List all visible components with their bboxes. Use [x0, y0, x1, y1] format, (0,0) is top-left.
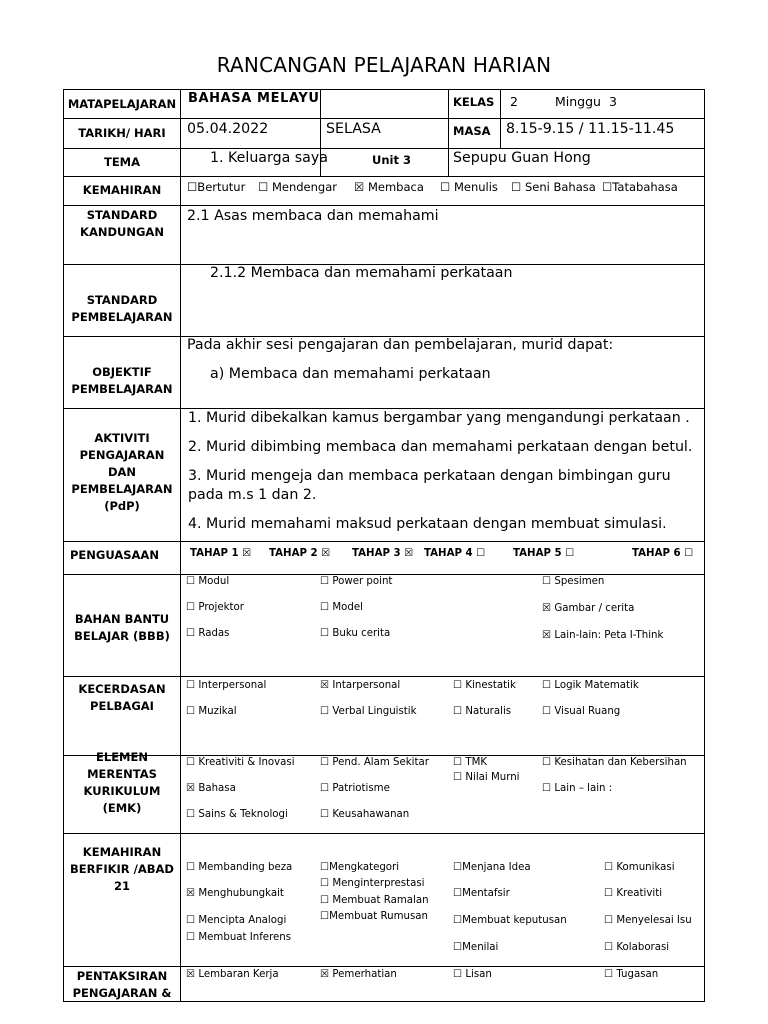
column-divider: [448, 90, 449, 176]
thinking-checkbox[interactable]: ☐ Menginterprestasi: [320, 878, 425, 889]
aid-checkbox[interactable]: ☐ Modul: [186, 576, 230, 587]
thinking-checkbox[interactable]: ☐Membuat keputusan: [453, 915, 567, 926]
assessment-checkbox[interactable]: ☒ Lembaran Kerja: [186, 969, 279, 980]
emk-checkbox[interactable]: ☐ Keusahawanan: [320, 809, 410, 820]
skill-checkbox[interactable]: ☐Bertutur: [187, 180, 246, 194]
column-divider: [180, 90, 181, 1001]
emk-checkbox[interactable]: ☒ Bahasa: [186, 783, 236, 794]
content-standard-value: 2.1 Asas membaca dan memahami: [187, 208, 439, 224]
day-value: SELASA: [326, 121, 381, 137]
mastery-level[interactable]: TAHAP 5 ☐: [513, 548, 575, 559]
thinking-skills-label: KEMAHIRAN BERFIKIR /ABAD 21: [70, 844, 174, 893]
thinking-checkbox[interactable]: ☐ Komunikasi: [604, 862, 675, 873]
skills-label: KEMAHIRAN: [82, 183, 162, 197]
unit-value: Sepupu Guan Hong: [453, 150, 591, 166]
row-divider: [64, 408, 704, 409]
emk-checkbox[interactable]: ☐ Kreativiti & Inovasi: [186, 757, 295, 768]
skill-checkbox[interactable]: ☐ Seni Bahasa: [511, 180, 596, 194]
emk-checkbox[interactable]: ☐ Nilai Murni: [453, 772, 520, 783]
assessment-label: PENTAKSIRAN PENGAJARAN &: [72, 969, 172, 1000]
unit-label: Unit 3: [372, 153, 411, 167]
intelligence-checkbox[interactable]: ☐ Kinestatik: [453, 680, 516, 691]
activity-item: pada m.s 1 dan 2.: [188, 487, 317, 503]
mastery-level[interactable]: TAHAP 4 ☐: [424, 548, 486, 559]
mastery-label: PENGUASAAN: [70, 548, 159, 562]
intelligence-checkbox[interactable]: ☐ Interpersonal: [186, 680, 267, 691]
subject-label: MATAPELAJARAN: [67, 96, 177, 111]
page-title: RANCANGAN PELAJARAN HARIAN: [216, 53, 552, 77]
week-label: Minggu: [555, 94, 601, 109]
class-value: 2: [510, 94, 518, 109]
thinking-checkbox[interactable]: ☐Menilai: [453, 942, 499, 953]
aid-checkbox[interactable]: ☐ Radas: [186, 628, 230, 639]
skill-checkbox[interactable]: ☐ Mendengar: [258, 180, 337, 194]
row-divider: [64, 574, 704, 575]
intelligence-checkbox[interactable]: ☐ Logik Matematik: [542, 680, 639, 691]
intelligence-checkbox[interactable]: ☐ Naturalis: [453, 706, 512, 717]
thinking-checkbox[interactable]: ☐Menjana Idea: [453, 862, 531, 873]
theme-value: 1. Keluarga saya: [210, 150, 328, 166]
skill-checkbox[interactable]: ☒ Membaca: [354, 180, 424, 194]
mastery-level[interactable]: TAHAP 3 ☒: [352, 548, 414, 559]
activity-item: 1. Murid dibekalkan kamus bergambar yang mengandungi perkataan .: [188, 410, 690, 426]
time-value: 8.15-9.15 / 11.15-11.45: [506, 121, 675, 137]
thinking-checkbox[interactable]: ☐ Kreativiti: [604, 888, 663, 899]
learning-standard-label: STANDARD PEMBELAJARAN: [71, 293, 173, 324]
learning-standard-value: 2.1.2 Membaca dan memahami perkataan: [210, 265, 513, 281]
skill-checkbox[interactable]: ☐Tatabahasa: [602, 180, 678, 194]
lesson-plan-table: [63, 89, 705, 1002]
thinking-checkbox[interactable]: ☐ Membuat Ramalan: [320, 895, 429, 906]
intelligence-label: KECERDASAN PELBAGAI: [78, 682, 166, 713]
skill-checkbox[interactable]: ☐ Menulis: [440, 180, 498, 194]
thinking-checkbox[interactable]: ☒ Menghubungkait: [186, 888, 284, 899]
aid-checkbox[interactable]: ☐ Power point: [320, 576, 393, 587]
emk-checkbox[interactable]: ☐ Pend. Alam Sekitar: [320, 757, 429, 768]
teaching-aids-label: BAHAN BANTU BELAJAR (BBB): [74, 612, 170, 643]
row-divider: [64, 541, 704, 542]
intelligence-checkbox[interactable]: ☒ Intarpersonal: [320, 680, 401, 691]
aid-checkbox[interactable]: ☒ Gambar / cerita: [542, 603, 635, 614]
emk-checkbox[interactable]: ☐ TMK: [453, 757, 488, 768]
intelligence-checkbox[interactable]: ☐ Muzikal: [186, 706, 237, 717]
aid-checkbox[interactable]: ☐ Projektor: [186, 602, 244, 613]
objective-item: a) Membaca dan memahami perkataan: [210, 366, 491, 382]
mastery-level[interactable]: TAHAP 2 ☒: [269, 548, 331, 559]
intelligence-checkbox[interactable]: ☐ Visual Ruang: [542, 706, 621, 717]
theme-label: TEMA: [103, 154, 141, 169]
thinking-checkbox[interactable]: ☐ Menyelesai Isu: [604, 915, 692, 926]
thinking-checkbox[interactable]: ☐Mentafsir: [453, 888, 510, 899]
row-divider: [64, 676, 704, 677]
aid-checkbox[interactable]: ☒ Lain-lain: Peta I-Think: [542, 630, 664, 641]
emk-checkbox[interactable]: ☐ Kesihatan dan Kebersihan: [542, 757, 687, 768]
mastery-level[interactable]: TAHAP 1 ☒: [190, 548, 252, 559]
activity-item: 2. Murid dibimbing membaca dan memahami perkataan dengan betul.: [188, 439, 693, 455]
thinking-checkbox[interactable]: ☐ Kolaborasi: [604, 942, 670, 953]
assessment-checkbox[interactable]: ☒ Pemerhatian: [320, 969, 397, 980]
content-standard-label: STANDARD KANDUNGAN: [80, 208, 164, 239]
aid-checkbox[interactable]: ☐ Spesimen: [542, 576, 605, 587]
objective-label: OBJEKTIF PEMBELAJARAN: [71, 365, 173, 396]
class-label: KELAS: [453, 95, 495, 109]
thinking-checkbox[interactable]: ☐Membuat Rumusan: [320, 911, 428, 922]
thinking-checkbox[interactable]: ☐ Mencipta Analogi: [186, 915, 287, 926]
date-value: 05.04.2022: [187, 121, 269, 137]
week-value: 3: [609, 94, 617, 109]
activity-item: 3. Murid mengeja dan membaca perkataan dengan bimbingan guru: [188, 468, 671, 484]
aid-checkbox[interactable]: ☐ Model: [320, 602, 363, 613]
assessment-checkbox[interactable]: ☐ Lisan: [453, 969, 492, 980]
aid-checkbox[interactable]: ☐ Buku cerita: [320, 628, 391, 639]
time-label: MASA: [453, 124, 491, 138]
column-divider: [500, 90, 501, 148]
assessment-checkbox[interactable]: ☐ Tugasan: [604, 969, 659, 980]
thinking-checkbox[interactable]: ☐ Membuat Inferens: [186, 932, 292, 943]
emk-checkbox[interactable]: ☐ Sains & Teknologi: [186, 809, 288, 820]
emk-checkbox[interactable]: ☐ Patriotisme: [320, 783, 390, 794]
emk-checkbox[interactable]: ☐ Lain – lain :: [542, 783, 613, 794]
row-divider: [64, 833, 704, 834]
intelligence-checkbox[interactable]: ☐ Verbal Linguistik: [320, 706, 417, 717]
activity-item: 4. Murid memahami maksud perkataan dengan membuat simulasi.: [188, 516, 667, 532]
activities-label: AKTIVITI PENGAJARAN DAN PEMBELAJARAN (PdP): [71, 430, 173, 513]
objective-intro: Pada akhir sesi pengajaran dan pembelajaran, murid dapat:: [187, 337, 614, 353]
date-label: TARIKH/ HARI: [78, 125, 166, 140]
thinking-checkbox[interactable]: ☐Mengkategori: [320, 862, 400, 873]
subject-value: BAHASA MELAYU: [188, 91, 320, 106]
thinking-checkbox[interactable]: ☐ Membanding beza: [186, 862, 293, 873]
cross-curricular-label: ELEMEN MERENTAS KURIKULUM (EMK): [83, 750, 161, 815]
mastery-level[interactable]: TAHAP 6 ☐: [632, 548, 694, 559]
